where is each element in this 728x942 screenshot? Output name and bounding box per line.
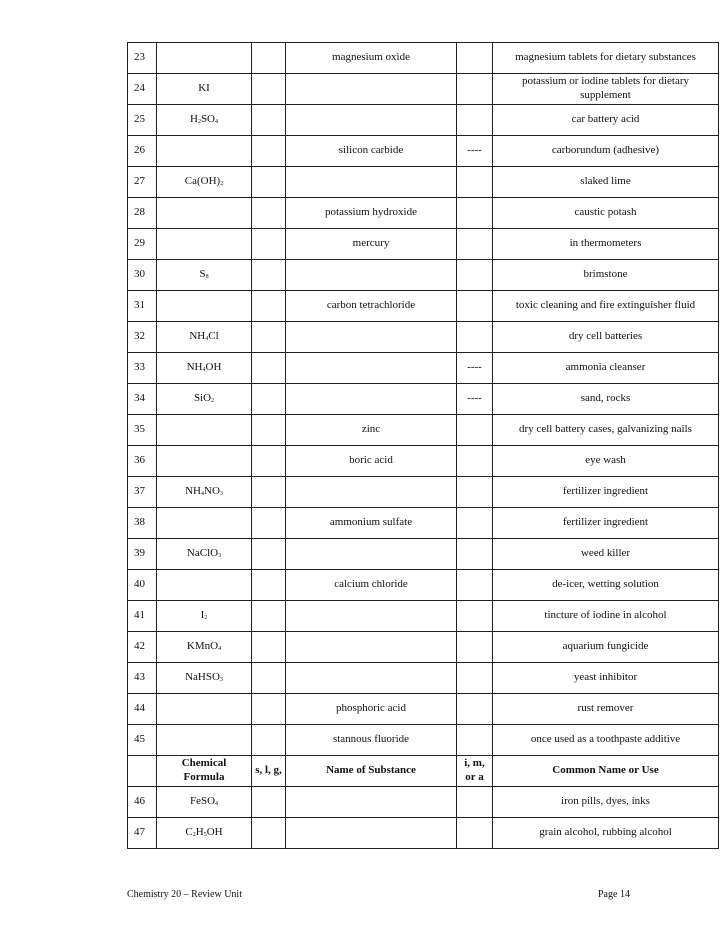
formula-element: SiO [193, 392, 212, 405]
chemical-formula-cell [157, 477, 252, 508]
chemical-formula-cell [157, 353, 252, 384]
formula-element: KI [198, 82, 210, 95]
header-type-cell: i, m, or a [457, 756, 493, 787]
type-cell [457, 508, 493, 539]
row-number: 40 [128, 570, 157, 601]
footer-course-title: Chemistry 20 – Review Unit [127, 889, 242, 900]
common-use-cell: caustic potash [493, 198, 719, 229]
substance-name-cell: phosphoric acid [286, 694, 457, 725]
type-cell [457, 818, 493, 849]
table-row [128, 725, 719, 756]
chemical-formula-cell [157, 725, 252, 756]
common-use-cell: ammonia cleanser [493, 353, 719, 384]
substance-name-cell [286, 384, 457, 415]
type-cell [457, 663, 493, 694]
type-cell [457, 570, 493, 601]
type-cell [457, 415, 493, 446]
formula-subscript: 4 [215, 801, 219, 808]
common-use-cell: slaked lime [493, 167, 719, 198]
type-cell [457, 477, 493, 508]
substance-name-cell [286, 260, 457, 291]
substance-name-cell [286, 353, 457, 384]
type-cell [457, 229, 493, 260]
table-row [128, 570, 719, 601]
table-row [128, 477, 719, 508]
common-use-cell: toxic cleaning and fire extinguisher fluid [493, 291, 719, 322]
chemical-formula-cell [157, 260, 252, 291]
table-row [128, 508, 719, 539]
substance-name-cell: carbon tetrachloride [286, 291, 457, 322]
type-cell [457, 291, 493, 322]
state-cell [252, 508, 286, 539]
formula-element: H [195, 826, 204, 839]
type-cell [457, 446, 493, 477]
row-number: 32 [128, 322, 157, 353]
substance-name-cell [286, 477, 457, 508]
formula-element: NaClO [186, 547, 219, 560]
common-use-cell: sand, rocks [493, 384, 719, 415]
row-number: 36 [128, 446, 157, 477]
common-use-cell: de-icer, wetting solution [493, 570, 719, 601]
type-cell [457, 43, 493, 74]
common-use-cell: aquarium fungicide [493, 632, 719, 663]
state-cell [252, 384, 286, 415]
common-use-cell: dry cell battery cases, galvanizing nails [493, 415, 719, 446]
row-number: 45 [128, 725, 157, 756]
chemical-formula-cell [157, 539, 252, 570]
type-cell [457, 260, 493, 291]
substance-name-cell: stannous fluoride [286, 725, 457, 756]
table-row [128, 384, 719, 415]
row-number: 34 [128, 384, 157, 415]
type-cell [457, 539, 493, 570]
state-cell [252, 477, 286, 508]
state-cell [252, 229, 286, 260]
formula-element: OH [206, 826, 223, 839]
table-row [128, 74, 719, 105]
state-cell [252, 353, 286, 384]
row-number: 27 [128, 167, 157, 198]
substance-name-cell: magnesium oxide [286, 43, 457, 74]
row-number: 30 [128, 260, 157, 291]
formula-element: NH [185, 485, 201, 498]
type-cell: ---- [457, 384, 493, 415]
common-use-cell: fertilizer ingredient [493, 508, 719, 539]
chemical-formula-cell [157, 570, 252, 601]
formula-element: Cl [208, 330, 219, 343]
type-cell [457, 725, 493, 756]
chemical-formula-cell [157, 694, 252, 725]
state-cell [252, 818, 286, 849]
chemical-formula-cell [157, 663, 252, 694]
table-row [128, 291, 719, 322]
table-row [128, 632, 719, 663]
formula-subscript: 4 [201, 491, 204, 498]
row-number: 42 [128, 632, 157, 663]
state-cell [252, 291, 286, 322]
chemical-formula-cell [157, 167, 252, 198]
substance-name-cell [286, 663, 457, 694]
common-use-cell: grain alcohol, rubbing alcohol [493, 818, 719, 849]
table-row [128, 415, 719, 446]
substance-name-cell: zinc [286, 415, 457, 446]
formula-subscript: 2 [192, 832, 196, 839]
chemical-formula-cell [157, 601, 252, 632]
formula-element: NO [204, 485, 220, 498]
formula-element: S [199, 268, 206, 281]
formula-element: NaHSO [185, 671, 220, 684]
type-cell: ---- [457, 353, 493, 384]
substance-name-cell [286, 322, 457, 353]
table-row [128, 539, 719, 570]
chemical-formula-cell [157, 384, 252, 415]
substance-name-cell: boric acid [286, 446, 457, 477]
common-use-cell: rust remover [493, 694, 719, 725]
formula-subscript: 3 [219, 491, 223, 498]
header-use-cell: Common Name or Use [493, 756, 719, 787]
chemical-formula-cell [157, 136, 252, 167]
chemical-formula-cell [157, 415, 252, 446]
common-use-cell: carborundum (adhesive) [493, 136, 719, 167]
formula-subscript: 2 [220, 181, 224, 188]
formula-subscript: 8 [205, 274, 209, 281]
state-cell [252, 105, 286, 136]
row-number: 31 [128, 291, 157, 322]
type-cell [457, 167, 493, 198]
formula-element: SO [200, 113, 215, 126]
chemical-formula-cell [157, 322, 252, 353]
formula-element: NH [186, 361, 203, 374]
type-cell [457, 105, 493, 136]
row-number: 37 [128, 477, 157, 508]
formula-element: FeSO [189, 795, 216, 808]
chemical-formula-cell [157, 508, 252, 539]
table-body [128, 43, 719, 849]
substance-name-cell: potassium hydroxide [286, 198, 457, 229]
table-row [128, 105, 719, 136]
header-num-cell [128, 756, 157, 787]
formula-subscript: 4 [218, 646, 222, 653]
formula-element: C [185, 826, 193, 839]
row-number: 33 [128, 353, 157, 384]
row-number: 35 [128, 415, 157, 446]
header-name-cell: Name of Substance [286, 756, 457, 787]
table-row [128, 260, 719, 291]
type-cell: ---- [457, 136, 493, 167]
compound-table [127, 42, 719, 849]
state-cell [252, 167, 286, 198]
type-cell [457, 632, 493, 663]
state-cell [252, 136, 286, 167]
formula-subscript: 2 [204, 615, 208, 622]
formula-element: KMnO [186, 640, 219, 653]
common-use-cell: eye wash [493, 446, 719, 477]
row-number: 44 [128, 694, 157, 725]
state-cell [252, 725, 286, 756]
type-cell [457, 322, 493, 353]
chemical-formula-cell [157, 818, 252, 849]
substance-name-cell [286, 105, 457, 136]
footer-page-number: Page 14 [598, 889, 630, 900]
row-number: 47 [128, 818, 157, 849]
common-use-cell: brimstone [493, 260, 719, 291]
row-number: 24 [128, 74, 157, 105]
header-row [128, 756, 719, 787]
common-use-cell: magnesium tablets for dietary substances [493, 43, 719, 74]
state-cell [252, 260, 286, 291]
formula-subscript: 4 [205, 336, 209, 343]
chemical-formula-cell [157, 74, 252, 105]
state-cell [252, 322, 286, 353]
type-cell [457, 74, 493, 105]
table-row [128, 167, 719, 198]
state-cell [252, 694, 286, 725]
chemical-formula-cell [157, 105, 252, 136]
substance-name-cell: mercury [286, 229, 457, 260]
row-number: 28 [128, 198, 157, 229]
formula-element: Ca(OH) [184, 175, 221, 188]
table-row [128, 136, 719, 167]
chemical-formula-cell [157, 43, 252, 74]
table-row [128, 694, 719, 725]
common-use-cell: dry cell batteries [493, 322, 719, 353]
row-number: 39 [128, 539, 157, 570]
chemical-formula-cell [157, 787, 252, 818]
chemical-formula-cell [157, 198, 252, 229]
substance-name-cell [286, 632, 457, 663]
table-row [128, 198, 719, 229]
table-row [128, 601, 719, 632]
formula-subscript: 2 [197, 119, 201, 126]
substance-name-cell: ammonium sulfate [286, 508, 457, 539]
common-use-cell: fertilizer ingredient [493, 477, 719, 508]
formula-element: NH [189, 330, 206, 343]
state-cell [252, 632, 286, 663]
row-number: 26 [128, 136, 157, 167]
substance-name-cell [286, 74, 457, 105]
table-row [128, 353, 719, 384]
state-cell [252, 198, 286, 229]
chemical-formula-cell [157, 446, 252, 477]
substance-name-cell [286, 787, 457, 818]
common-use-cell: once used as a toothpaste additive [493, 725, 719, 756]
table-row [128, 43, 719, 74]
formula-subscript: 5 [203, 832, 207, 839]
formula-element: I [200, 609, 205, 622]
substance-name-cell [286, 601, 457, 632]
formula-element: OH [205, 361, 222, 374]
state-cell [252, 43, 286, 74]
chemical-formula-cell [157, 632, 252, 663]
type-cell [457, 601, 493, 632]
state-cell [252, 601, 286, 632]
row-number: 43 [128, 663, 157, 694]
formula-subscript: 4 [215, 119, 218, 126]
state-cell [252, 663, 286, 694]
substance-name-cell [286, 539, 457, 570]
table-row [128, 446, 719, 477]
formula-subscript: 3 [219, 677, 223, 684]
common-use-cell: yeast inhibitor [493, 663, 719, 694]
state-cell [252, 787, 286, 818]
row-number: 38 [128, 508, 157, 539]
substance-name-cell: calcium chloride [286, 570, 457, 601]
row-number: 29 [128, 229, 157, 260]
row-number: 46 [128, 787, 157, 818]
row-number: 25 [128, 105, 157, 136]
formula-element: H [189, 113, 198, 126]
table-row [128, 663, 719, 694]
header-state-cell: s, l, g, [252, 756, 286, 787]
common-use-cell: tincture of iodine in alcohol [493, 601, 719, 632]
type-cell [457, 198, 493, 229]
chemical-formula-cell [157, 229, 252, 260]
chemical-formula-cell [157, 291, 252, 322]
common-use-cell: potassium or iodine tablets for dietary supplement [493, 74, 719, 105]
type-cell [457, 694, 493, 725]
state-cell [252, 539, 286, 570]
formula-subscript: 3 [218, 553, 222, 560]
substance-name-cell [286, 818, 457, 849]
formula-subscript: 4 [202, 367, 206, 374]
type-cell [457, 787, 493, 818]
table-row [128, 229, 719, 260]
table-row [128, 787, 719, 818]
substance-name-cell: silicon carbide [286, 136, 457, 167]
state-cell [252, 570, 286, 601]
state-cell [252, 415, 286, 446]
substance-name-cell [286, 167, 457, 198]
common-use-cell: iron pills, dyes, inks [493, 787, 719, 818]
row-number: 23 [128, 43, 157, 74]
row-number: 41 [128, 601, 157, 632]
common-use-cell: weed killer [493, 539, 719, 570]
formula-subscript: 2 [211, 398, 215, 405]
table-row [128, 818, 719, 849]
common-use-cell: in thermometers [493, 229, 719, 260]
header-formula-cell: Chemical Formula [157, 756, 252, 787]
table-row [128, 322, 719, 353]
state-cell [252, 74, 286, 105]
common-use-cell: car battery acid [493, 105, 719, 136]
state-cell [252, 446, 286, 477]
